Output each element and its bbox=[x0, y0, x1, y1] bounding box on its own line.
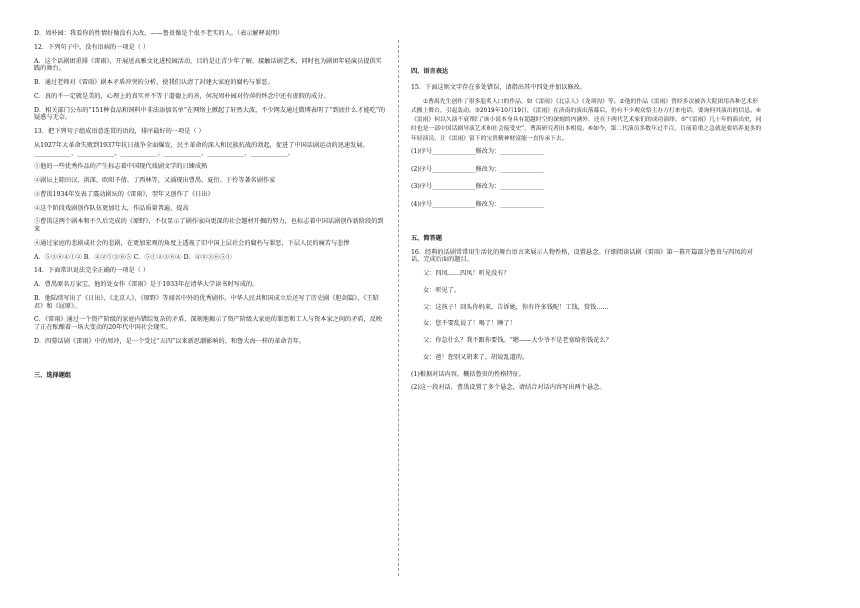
dialogue-line: 女：听见了。 bbox=[423, 286, 461, 294]
option-line: B．通过老师对《雷雨》剧本矛盾冲突的分析，使我们认清了封建大家庭的腐朽与罪恶。 bbox=[34, 79, 274, 86]
option-line: A．这个话剧团重排《雷雨》，开展送高雅文化进校园活动，目的是让青少年了解、接触话剧艺术，同时也为剧团年轻演员提供实践的舞台。 bbox=[34, 57, 382, 73]
task-line: (1)根据对话内容，概括鲁贵的性格特征。 bbox=[411, 370, 525, 378]
question-15: 15．下面这则文字存在多处错误，请指出其中四处并加以修改。 bbox=[411, 83, 586, 91]
question-12: 12．下列句子中，没有语病的一项是（ ） bbox=[34, 43, 150, 51]
option-line: C．《雷雨》通过一个资产阶级的家庭内错综复杂的矛盾，深刻地揭示了资产阶级大家庭的罪恶和工人与资本家之间的矛盾，反映了正在酝酿着一场大变动的20年代中国社会现实。 bbox=[34, 316, 383, 331]
dialogue-line: 父：你急什么？我不跟你要钱。“嗯——大少爷不是老塞给你钱花么？ bbox=[423, 337, 612, 345]
option-line: D．四幕话剧《雷雨》中的周冲，是一个受过“五四”以来新思潮影响的、和鲁大海一样的革命青年。 bbox=[34, 337, 306, 345]
section-heading: 四、语言表达 bbox=[411, 68, 449, 75]
sentence-item: ⑤曹禺这两个剧本和不久后完成的《原野》，不仅显示了剧作家向更深的社会题材开掘的努力，也标志着中国话剧创作新阶段的到来 bbox=[34, 218, 384, 233]
sentence-item: ⑥通过家庭的悲剧或社会的悲剧，在更加宏观的角度上透视了旧中国上层社会的腐朽与罪恶，下层人民的痛苦与悲惨 bbox=[34, 239, 350, 247]
sentence-item: ①他的一些优秀作品的产生标志着中国现代戏剧文学的日臻成熟 bbox=[34, 163, 208, 171]
task-line: (2)这一段对话，曹禺设置了多个悬念，请结合对话内容写出两个悬念。 bbox=[411, 384, 606, 392]
option-line: D．周朴园：我看你的性情好像没有大改，——鲁贵像是个很不老实的人。（表示解释说明） bbox=[34, 30, 284, 37]
right-column bbox=[411, 30, 763, 398]
option-line: B．他陆续写出了《日出》、《北京人》、《原野》等闻名中外的优秀剧作，中华人民共和国成立后还写了历史剧《胆剑篇》、《王昭君》和《屈原》。 bbox=[34, 294, 379, 310]
dialogue-line: 父：这孩子！回头你妈来，告诉她，你有许多钱呢！工钱，赏钱…… bbox=[423, 303, 609, 311]
option-line: A．曹禺原名万家宝，他的处女作《雷雨》是于1933年在清华大学读书时写成的。 bbox=[34, 281, 259, 288]
dialogue-line: 父：四凤……四凤！听见没有？ bbox=[423, 270, 510, 278]
fix-line: (4)序号______________修改为：______________ bbox=[411, 201, 544, 209]
fix-line: (3)序号______________修改为：______________ bbox=[411, 183, 544, 191]
sentence-item: ④这个阶段戏剧创作队伍更加壮大，作品质量普遍，提高 bbox=[34, 204, 189, 212]
column-divider bbox=[398, 40, 399, 576]
sentence-item: ③曹禺1934年发表了震动剧坛的《雷雨》，翌年又创作了《日出》 bbox=[34, 190, 214, 198]
dialogue-line: 女：您不要乱说了！喝了！睡了！ bbox=[423, 320, 516, 328]
handwritten-passage: ①曹禺先生创作了很多脍炙人口的作品，如《雷雨》《北京人》《龙须沟》等。②他的作品《雷雨》曾经多次被各大院团用各种艺术形式搬上舞台，引起轰动。③2019年10月19日，《雷雨》在济南的演出落幕后，仍有不少观众恰主办方打来电话，要询何其演出的信息。④《雷雨》何以久演不衰?除了该小说本身具有超越时空的深刻的内涵外，还在于两代艺术家们的成功演绎。⑤“《雷雨》几十年的演出史，同时也是一部中国话剧导演艺术和社会接受史”，曹禺研究者田本相说。⑥如今，第二代演员多数年过半百，目前着重之急就是要培养更多的年轻演员，让《雷雨》留下的宝贵精神财富能一直传承下去。 bbox=[411, 98, 762, 142]
answer-choices: A．⑤③⑥④①② B．④②①③⑥⑤ C．⑤①②③⑥④ D．④②③⑥⑤① bbox=[34, 253, 232, 261]
fix-line: (1)序号______________修改为：______________ bbox=[411, 147, 544, 155]
question-13-stem: 从1927年大革命失败到1937年抗日战争全面爆发，民主革命的深入和民族抗战的勃起，促进了中国话剧运动的迅速发展。____________、____________、____________、____________、____________、____________。 bbox=[34, 141, 369, 157]
fix-line: (2)序号______________修改为：______________ bbox=[411, 165, 544, 173]
section-heading: 三、选择题组 bbox=[34, 371, 72, 379]
option-line: D．相关部门公布的“151种食品和饲料中非法添加名单”在网络上掀起了轩然大波，不少网友通过微博表明了“到底什么才能吃”的疑惑与无奈。 bbox=[34, 106, 386, 122]
dialogue-line: 女：爸！您别又胡来了，胡说乱道的。 bbox=[423, 353, 529, 361]
question-13: 13．把下列句子组成语意连贯的语段，排序最好的一项是（ ） bbox=[34, 128, 205, 135]
section-heading: 五、简答题 bbox=[411, 234, 442, 242]
question-16: 16．经典的话剧常常用生活化的舞台语言来展示人物性格，设置悬念。仔细阅读话剧《雷雨》第一幕开篇部分鲁贵与四凤的对话，完成后面的题目。 bbox=[411, 248, 753, 264]
sentence-item: ②剧坛上除田汉、洪深、欧阳予倩、丁西林等，又涌现出曹禺、夏衍、于伶等著名剧作家 bbox=[34, 177, 276, 184]
option-line: C．真的不一定就是美的，心理上的真实并不等于道德上的善，何况周朴园对侍萍的怀念中还有虚假的成分。 bbox=[34, 92, 330, 100]
left-column bbox=[34, 30, 386, 385]
question-14: 14．下面常识说法完全正确的一项是（ ） bbox=[34, 267, 150, 275]
